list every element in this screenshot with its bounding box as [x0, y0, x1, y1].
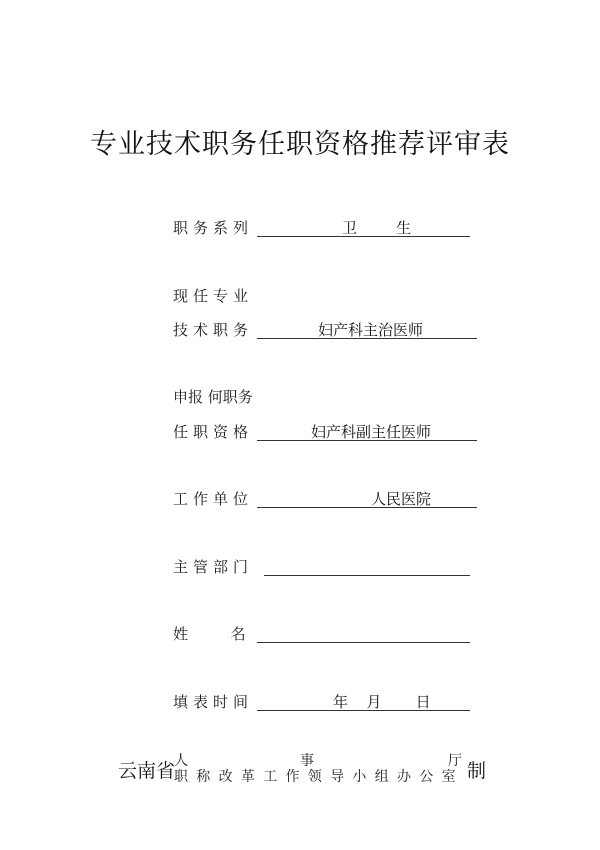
footer-suffix: 制 [467, 760, 487, 782]
field-label: 工作单位 [173, 490, 254, 508]
field-value[interactable]: 妇产科主治医师 [318, 321, 424, 339]
field-value[interactable]: 妇产科副主任医师 [311, 423, 432, 441]
field-label-line1: 现任专业 [173, 287, 254, 305]
field-label: 职务系列 [173, 219, 254, 237]
field-label: 填表时间 [173, 693, 254, 711]
field-label: 任职资格 [173, 423, 254, 441]
field-value[interactable]: 卫 生 [342, 219, 416, 237]
field-label: 主管部门 [173, 558, 254, 576]
issuer-footer [118, 755, 498, 795]
footer-top-char-3: 厅 [448, 753, 462, 769]
footer-top-char-2: 事 [300, 753, 314, 769]
field-underline [257, 507, 477, 508]
footer-bottom-line: 职称改革工作领导小组办公室 [174, 769, 464, 785]
footer-top-char-1: 人 [174, 753, 188, 769]
footer-prefix: 云南省 [118, 760, 176, 782]
field-value[interactable]: 年 月 日 [333, 693, 434, 711]
field-label: 技术职务 [173, 321, 254, 339]
field-label: 姓 名 [173, 625, 248, 643]
document-title: 专业技术职务任职资格推荐评审表 [90, 129, 510, 160]
field-value[interactable]: 人民医院 [371, 490, 432, 508]
field-underline[interactable] [264, 575, 470, 576]
field-underline[interactable] [257, 642, 470, 643]
field-label-line1: 申报 何职务 [173, 388, 253, 406]
